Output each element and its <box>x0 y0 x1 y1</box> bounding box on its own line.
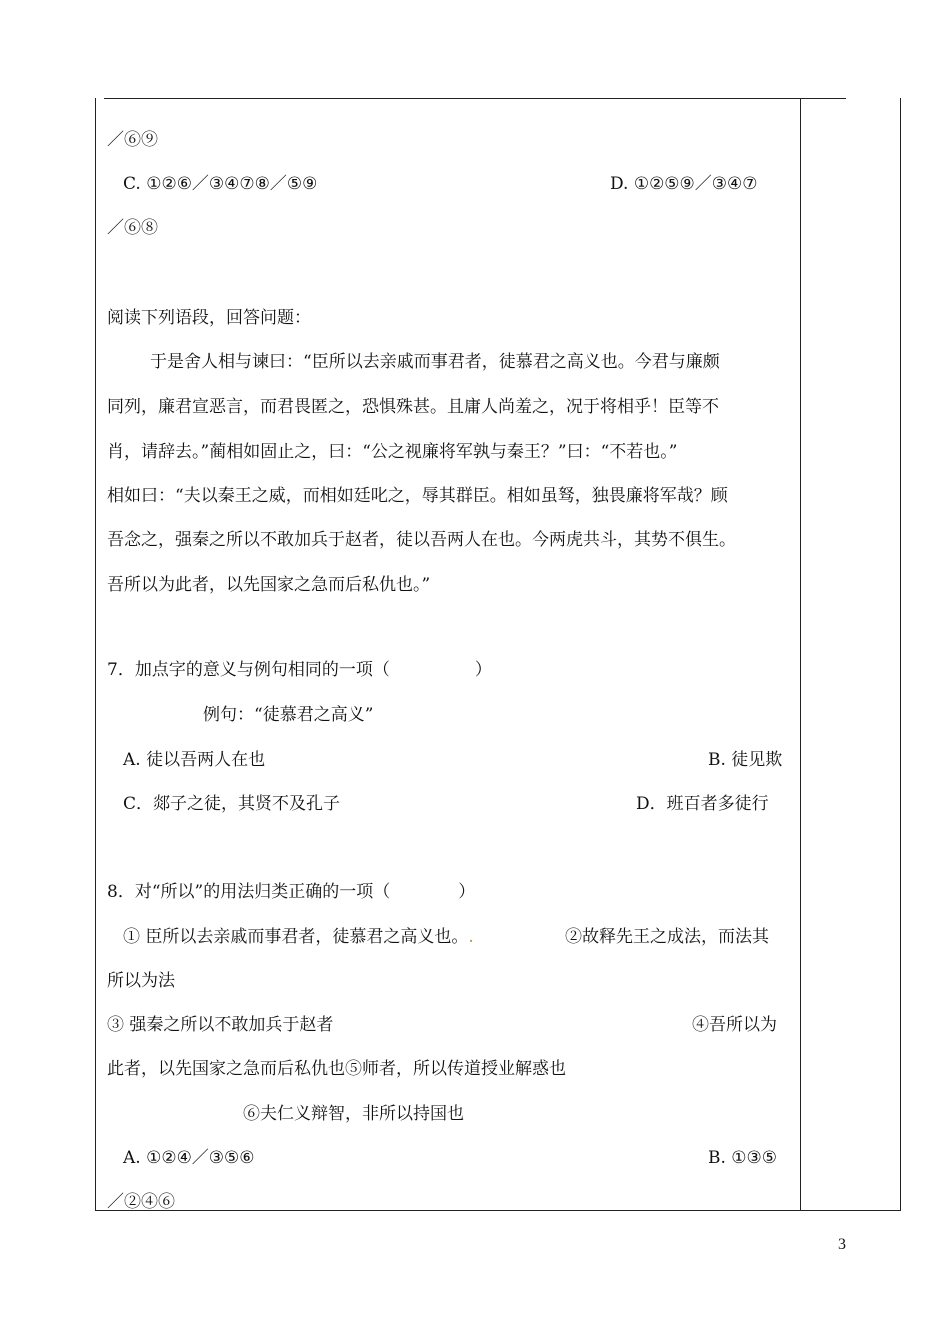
example-sentence: 例句：“徒慕君之高义” <box>203 705 374 725</box>
passage-line: 肖，请辞去。”蔺相如固止之，曰：“公之视廉将军孰与秦王？”曰：“不若也。” <box>107 442 678 462</box>
text-line: ／⑥⑨ <box>107 130 158 150</box>
option-d: D．班百者多徒行 <box>636 794 769 814</box>
item-line: ③ 强秦之所以不敢加兵于赵者 <box>107 1015 334 1035</box>
question-7: 7．加点字的意义与例句相同的一项（ ） <box>107 660 492 680</box>
passage-line: 同列，廉君宣恶言，而君畏匿之，恐惧殊甚。且庸人尚羞之，况于将相乎！臣等不 <box>107 397 719 417</box>
column-divider <box>800 98 801 1210</box>
item-line: 所以为法 <box>107 971 175 991</box>
emphasis-dot: . <box>468 927 474 947</box>
question-8: 8．对“所以”的用法归类正确的一项（ ） <box>107 882 476 902</box>
option-c: C．郯子之徒，其贤不及孔子 <box>123 794 341 814</box>
option-a: A. ①②④／③⑤⑥ <box>123 1148 255 1168</box>
passage-line: 于是舍人相与谏曰：“臣所以去亲戚而事君者，徒慕君之高义也。今君与廉颇 <box>150 352 720 372</box>
option-b: B. 徒见欺 <box>708 750 783 770</box>
item-line <box>123 925 474 949</box>
item-line: ④吾所以为 <box>692 1015 777 1035</box>
option-d: D. ①②⑤⑨／③④⑦ <box>610 174 758 194</box>
passage-line: 吾念之，强秦之所以不敢加兵于赵者，徒以吾两人在也。今两虎共斗，其势不俱生。 <box>107 530 736 550</box>
option-a: A. 徒以吾两人在也 <box>123 750 266 770</box>
text-line: ／⑥⑧ <box>107 218 158 238</box>
section-instruction: 阅读下列语段，回答问题： <box>107 308 311 328</box>
passage-line: 吾所以为此者，以先国家之急而后私仇也。” <box>107 575 431 595</box>
option-b: B. ①③⑤ <box>708 1148 778 1168</box>
content-table <box>95 98 901 1211</box>
item-text: ① 臣所以去亲戚而事君者，徒慕君之高义也。 <box>123 927 469 947</box>
item-line: ⑥夫仁义辩智，非所以持国也 <box>243 1104 464 1124</box>
item-line: ②故释先王之成法，而法其 <box>565 927 769 947</box>
option-c: C. ①②⑥／③④⑦⑧／⑤⑨ <box>123 174 318 194</box>
page-number: 3 <box>838 1236 846 1253</box>
passage-line: 相如曰：“夫以秦王之威，而相如廷叱之，辱其群臣。相如虽驽，独畏廉将军哉？顾 <box>107 486 728 506</box>
item-line: 此者，以先国家之急而后私仇也⑤师者，所以传道授业解惑也 <box>107 1059 566 1079</box>
text-line: ／②④⑥ <box>107 1192 175 1212</box>
